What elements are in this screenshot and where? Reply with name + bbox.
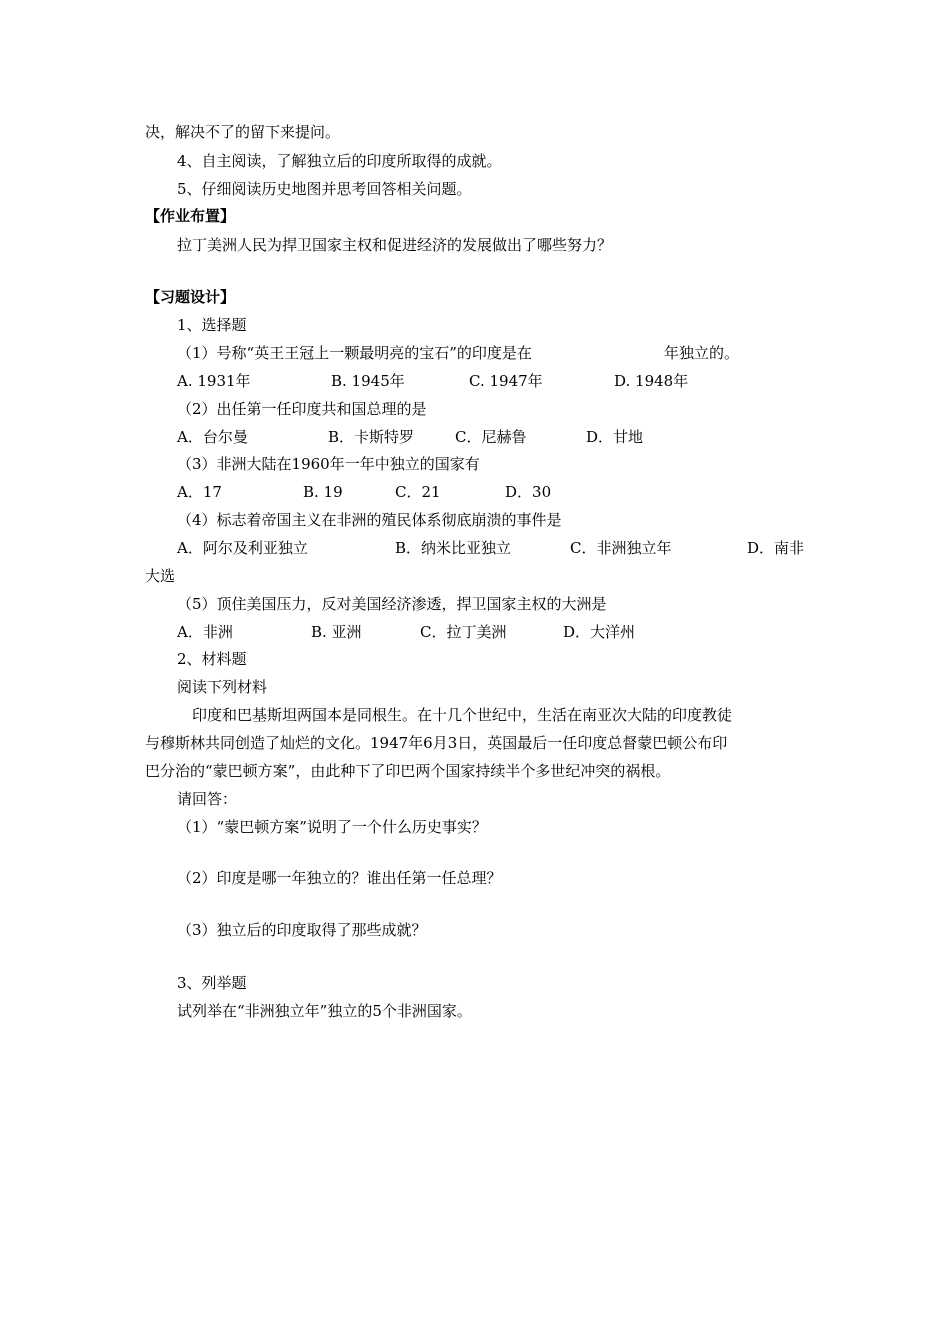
question-5-option-d: D．大洋州 bbox=[563, 623, 636, 641]
material-paragraph-line-3: 巴分治的“蒙巴顿方案”，由此种下了印巴两个国家持续半个多世纪冲突的祸根。 bbox=[145, 762, 671, 780]
question-3-option-a: A．17 bbox=[177, 483, 222, 501]
listing-section-label: 3、列举题 bbox=[177, 974, 247, 992]
question-3-option-c: C．21 bbox=[395, 483, 441, 501]
material-question-2: （2）印度是哪一年独立的？谁出任第一任总理？ bbox=[177, 869, 502, 887]
question-2-stem: （2）出任第一任印度共和国总理的是 bbox=[177, 400, 427, 418]
material-question-1: （1）“蒙巴顿方案”说明了一个什么历史事实？ bbox=[177, 818, 487, 836]
intro-item-4: 4、自主阅读，了解独立后的印度所取得的成就。 bbox=[177, 152, 502, 170]
question-1-stem: （1）号称“英王王冠上一颗最明亮的宝石”的印度是在 bbox=[177, 344, 532, 362]
question-4-option-b: B．纳米比亚独立 bbox=[395, 539, 512, 557]
question-2-option-d: D．甘地 bbox=[586, 428, 644, 446]
question-3-option-b: B. 19 bbox=[303, 483, 343, 501]
exercises-heading: 【习题设计】 bbox=[145, 288, 236, 306]
question-4-stem: （4）标志着帝国主义在非洲的殖民体系彻底崩溃的事件是 bbox=[177, 511, 562, 529]
material-intro: 阅读下列材料 bbox=[177, 678, 268, 696]
choice-section-label: 1、选择题 bbox=[177, 316, 247, 334]
question-2-option-c: C．尼赫鲁 bbox=[455, 428, 527, 446]
question-2-option-a: A．台尔曼 bbox=[177, 428, 248, 446]
question-5-option-c: C．拉丁美洲 bbox=[420, 623, 507, 641]
question-5-stem: （5）顶住美国压力，反对美国经济渗透，捍卫国家主权的大洲是 bbox=[177, 595, 607, 613]
question-3-option-d: D．30 bbox=[505, 483, 552, 501]
intro-item-5: 5、仔细阅读历史地图并思考回答相关问题。 bbox=[177, 180, 472, 198]
question-1-option-c: C. 1947年 bbox=[469, 372, 543, 390]
question-4-option-d-wrap: 大选 bbox=[145, 567, 176, 585]
material-section-label: 2、材料题 bbox=[177, 650, 247, 668]
question-4-option-d: D．南非 bbox=[747, 539, 805, 557]
question-1-stem-end: 年独立的。 bbox=[664, 344, 740, 362]
material-paragraph-line-1: 印度和巴基斯坦两国本是同根生。在十几个世纪中，生活在南亚次大陆的印度教徒 bbox=[192, 706, 733, 724]
homework-text: 拉丁美洲人民为捍卫国家主权和促进经济的发展做出了哪些努力？ bbox=[177, 236, 613, 254]
question-2-option-b: B．卡斯特罗 bbox=[328, 428, 415, 446]
question-5-option-b: B. 亚洲 bbox=[311, 623, 362, 641]
intro-line: 决，解决不了的留下来提问。 bbox=[145, 123, 341, 141]
material-question-3: （3）独立后的印度取得了那些成就？ bbox=[177, 921, 427, 939]
question-1-option-b: B. 1945年 bbox=[331, 372, 405, 390]
question-1-option-d: D. 1948年 bbox=[614, 372, 689, 390]
question-5-option-a: A．非洲 bbox=[177, 623, 233, 641]
homework-heading: 【作业布置】 bbox=[145, 207, 236, 225]
question-3-stem: （3）非洲大陆在1960年一年中独立的国家有 bbox=[177, 455, 480, 473]
listing-text: 试列举在“非洲独立年”独立的5个非洲国家。 bbox=[177, 1002, 472, 1020]
question-1-option-a: A. 1931年 bbox=[177, 372, 251, 390]
question-4-option-a: A．阿尔及利亚独立 bbox=[177, 539, 308, 557]
material-paragraph-line-2: 与穆斯林共同创造了灿烂的文化。1947年6月3日，英国最后一任印度总督蒙巴顿公布印 bbox=[145, 734, 728, 752]
question-4-option-c: C．非洲独立年 bbox=[570, 539, 672, 557]
material-ask: 请回答： bbox=[177, 790, 238, 808]
